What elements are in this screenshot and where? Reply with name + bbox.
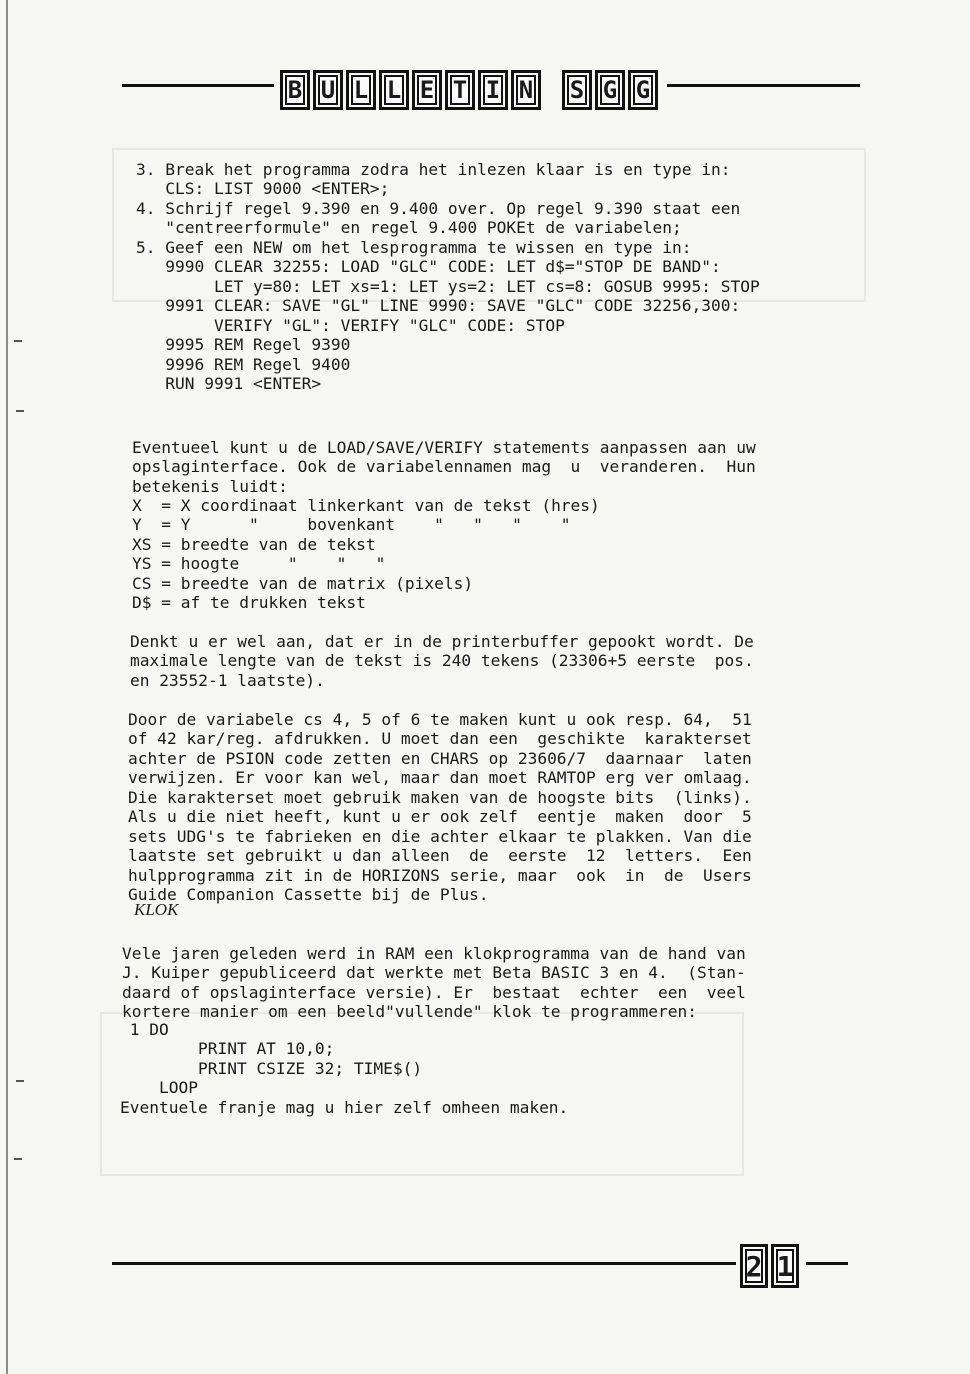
text-line: opslaginterface. Ook de variabelennamen mag u veranderen. Hun <box>132 457 756 476</box>
step-line: 9991 CLEAR: SAVE "GL" LINE 9990: SAVE "GLC" CODE 32256,300: <box>136 296 741 315</box>
margin-mark <box>14 340 22 342</box>
text-line: achter de PSION code zetten en CHARS op 23606/7 daarnaar laten <box>128 748 752 768</box>
variable-line: D$ = af te drukken tekst <box>132 593 366 612</box>
text-line: hulpprogramma zit in de HORIZONS serie, maar ook in de Users <box>128 865 752 885</box>
code-line: 1 DO <box>120 1019 169 1039</box>
step-line: 3. Break het programma zodra het inlezen klaar is en type in: <box>136 159 731 179</box>
masthead-letter: L <box>379 70 409 110</box>
closing-line: Eventuele franje mag u hier zelf omheen maken. <box>120 1098 569 1117</box>
text-line: maximale lengte van de tekst is 240 tekens (23306+5 eerste pos. <box>130 651 754 670</box>
margin-mark <box>16 410 24 412</box>
text-line: sets UDG's te fabrieken en die achter elkaar te plakken. Van die <box>128 826 752 846</box>
text-line: betekenis luidt: <box>132 476 288 496</box>
text-line: Als u die niet heeft, kunt u er ook zelf eentje maken door 5 <box>128 807 752 826</box>
masthead-letter: G <box>628 70 658 110</box>
masthead-letter: S <box>562 70 592 110</box>
masthead <box>274 70 667 110</box>
masthead-letter: U <box>313 70 343 110</box>
masthead-letter: N <box>511 70 541 110</box>
step-line: LET y=80: LET xs=1: LET ys=2: LET cs=8: GOSUB 9995: STOP <box>136 276 760 296</box>
variables-list <box>132 476 600 632</box>
code-line: PRINT CSIZE 32; TIME$() <box>120 1058 423 1078</box>
step-line: 9996 REM Regel 9400 <box>136 354 351 374</box>
text-line: laatste set gebruikt u dan alleen de eerste 12 letters. Een <box>128 846 752 865</box>
page-number-digit: 2 <box>740 1244 768 1288</box>
text-line: Door de variabele cs 4, 5 of 6 te maken kunt u ook resp. 64, 51 <box>128 709 752 729</box>
page-number <box>736 1244 806 1288</box>
text-line: Vele jaren geleden werd in RAM een klokprogramma van de hand van <box>122 943 746 963</box>
text-line: daard of opslaginterface versie). Er bestaat echter een veel <box>122 982 746 1002</box>
text-line: J. Kuiper gepubliceerd dat werkte met Beta BASIC 3 en 4. (Stan- <box>122 963 746 982</box>
step-line: 9990 CLEAR 32255: LOAD "GLC" CODE: LET d$="STOP DE BAND": <box>136 257 721 276</box>
variable-line: YS = hoogte " " " <box>132 554 386 573</box>
text-line: Eventueel kunt u de LOAD/SAVE/VERIFY statements aanpassen aan uw <box>132 437 756 457</box>
text-line: verwijzen. Er voor kan wel, maar dan moet RAMTOP erg ver omlaag. <box>128 768 752 787</box>
text-line: en 23552-1 laatste). <box>130 670 325 690</box>
text-line: kortere manier om een beeld"vullende" klok te programmeren: <box>122 1002 697 1021</box>
margin-mark <box>16 1080 24 1082</box>
step-line: RUN 9991 <ENTER> <box>136 374 322 393</box>
section-heading-klok: KLOK <box>134 900 179 919</box>
step-line: VERIFY "GL": VERIFY "GLC" CODE: STOP <box>136 315 565 335</box>
margin-mark <box>14 1158 22 1160</box>
text-line: of 42 kar/reg. afdrukken. U moet dan een geschikte karakterset <box>128 729 752 748</box>
page-number-digit: 1 <box>771 1244 799 1288</box>
step-line: 4. Schrijf regel 9.390 en 9.400 over. Op regel 9.390 staat een <box>136 198 741 218</box>
variable-line: CS = breedte van de matrix (pixels) <box>132 573 474 593</box>
masthead-letter: T <box>445 70 475 110</box>
text-line: Die karakterset moet gebruik maken van de hoogste bits (links). <box>128 787 752 807</box>
binder-line <box>6 0 8 1374</box>
text-line: Denkt u er wel aan, dat er in de printerbuffer gepookt wordt. De <box>130 631 754 651</box>
text-line: Guide Companion Cassette bij de Plus. <box>128 885 489 904</box>
masthead-letter: I <box>478 70 508 110</box>
step-line: "centreerformule" en regel 9.400 POKEt de variabelen; <box>136 218 682 237</box>
masthead-letter: E <box>412 70 442 110</box>
variable-line: XS = breedte van de tekst <box>132 534 376 554</box>
step-line: 9995 REM Regel 9390 <box>136 335 351 354</box>
steps-list <box>136 140 760 413</box>
code-line: LOOP <box>120 1078 198 1097</box>
paragraph-characterset <box>128 690 752 924</box>
variable-line: X = X coordinaat linkerkant van de tekst (hres) <box>132 495 600 515</box>
variable-line: Y = Y " bovenkant " " " " <box>132 515 571 534</box>
masthead-letter: B <box>280 70 310 110</box>
masthead-letter: G <box>595 70 625 110</box>
step-line: CLS: LIST 9000 <ENTER>; <box>136 179 390 198</box>
step-line: 5. Geef een NEW om het lesprogramma te wissen en type in: <box>136 237 692 257</box>
masthead-letter: L <box>346 70 376 110</box>
code-line: PRINT AT 10,0; <box>120 1039 335 1058</box>
